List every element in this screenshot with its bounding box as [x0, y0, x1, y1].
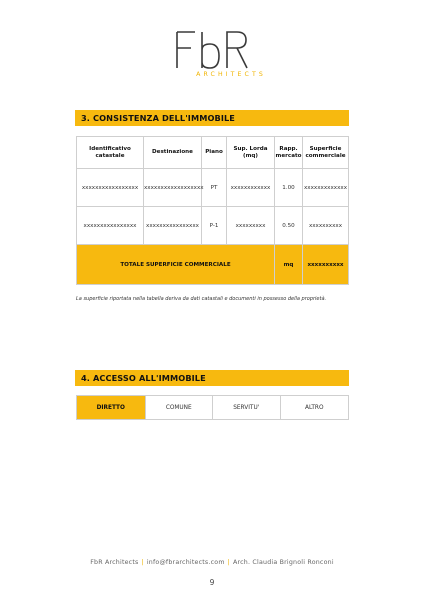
footer-separator: | — [227, 559, 230, 566]
section-header-accesso — [75, 370, 349, 386]
access-option-servitu[interactable]: SERVITU' — [212, 396, 280, 419]
footer-architect: Arch. Claudia Brignoli Ronconi — [232, 559, 334, 566]
section-header-consistenza — [75, 110, 349, 126]
page-number: 9 — [209, 578, 215, 587]
column-header: Rapp. mercato — [275, 137, 303, 169]
table-cell: xxxxxxxxxxxxxxxxx — [77, 169, 144, 207]
table-cell: xxxxxxxxxx — [303, 207, 349, 245]
access-option-diretto[interactable]: DIRETTO — [77, 396, 145, 419]
table-row — [77, 169, 349, 207]
access-option-altro[interactable]: ALTRO — [280, 396, 349, 419]
footer-email: info@fbrarchitects.com — [146, 559, 225, 566]
logo — [0, 30, 424, 78]
table-header-row — [77, 137, 349, 169]
total-label: TOTALE SUPERFICIE COMMERCIALE — [77, 245, 275, 285]
table-cell: xxxxxxxxx — [227, 207, 275, 245]
table-cell: PT — [202, 169, 227, 207]
table-cell: xxxxxxxxxxxxxxxxxx — [144, 169, 202, 207]
table-cell: 0.50 — [275, 207, 303, 245]
page-footer — [0, 559, 424, 566]
column-header: Superficie commerciale — [303, 137, 349, 169]
table-cell: xxxxxxxxxxxxxxxx — [144, 207, 202, 245]
table-cell: xxxxxxxxxxxx — [227, 169, 275, 207]
table-cell: xxxxxxxxxxxxx — [303, 169, 349, 207]
footer-separator: | — [141, 559, 144, 566]
fbr-logo-mark — [174, 30, 250, 70]
column-header: Piano — [202, 137, 227, 169]
table-row — [77, 207, 349, 245]
column-header: Identificativo catastale — [77, 137, 144, 169]
column-header: Sup. Lorda (mq) — [227, 137, 275, 169]
footer-company: FbR Architects — [90, 559, 139, 566]
table-cell: 1.00 — [275, 169, 303, 207]
section-title: 4. ACCESSO ALL'IMMOBILE — [81, 373, 206, 383]
logo-subtitle: ARCHITECTS — [196, 71, 266, 78]
total-unit: mq — [275, 245, 303, 285]
consistenza-table — [76, 136, 349, 285]
section-title: 3. CONSISTENZA DELL'IMMOBILE — [81, 113, 236, 123]
table-note: La superficie riportata nella tabella deriva da dati catastali e documenti in possesso della proprietà. — [76, 296, 327, 302]
column-header: Destinazione — [144, 137, 202, 169]
table-total-row — [77, 245, 349, 285]
table-cell: xxxxxxxxxxxxxxxx — [77, 207, 144, 245]
total-value: xxxxxxxxxx — [303, 245, 349, 285]
access-option-comune[interactable]: COMUNE — [145, 396, 213, 419]
access-options — [76, 395, 349, 420]
table-cell: P-1 — [202, 207, 227, 245]
